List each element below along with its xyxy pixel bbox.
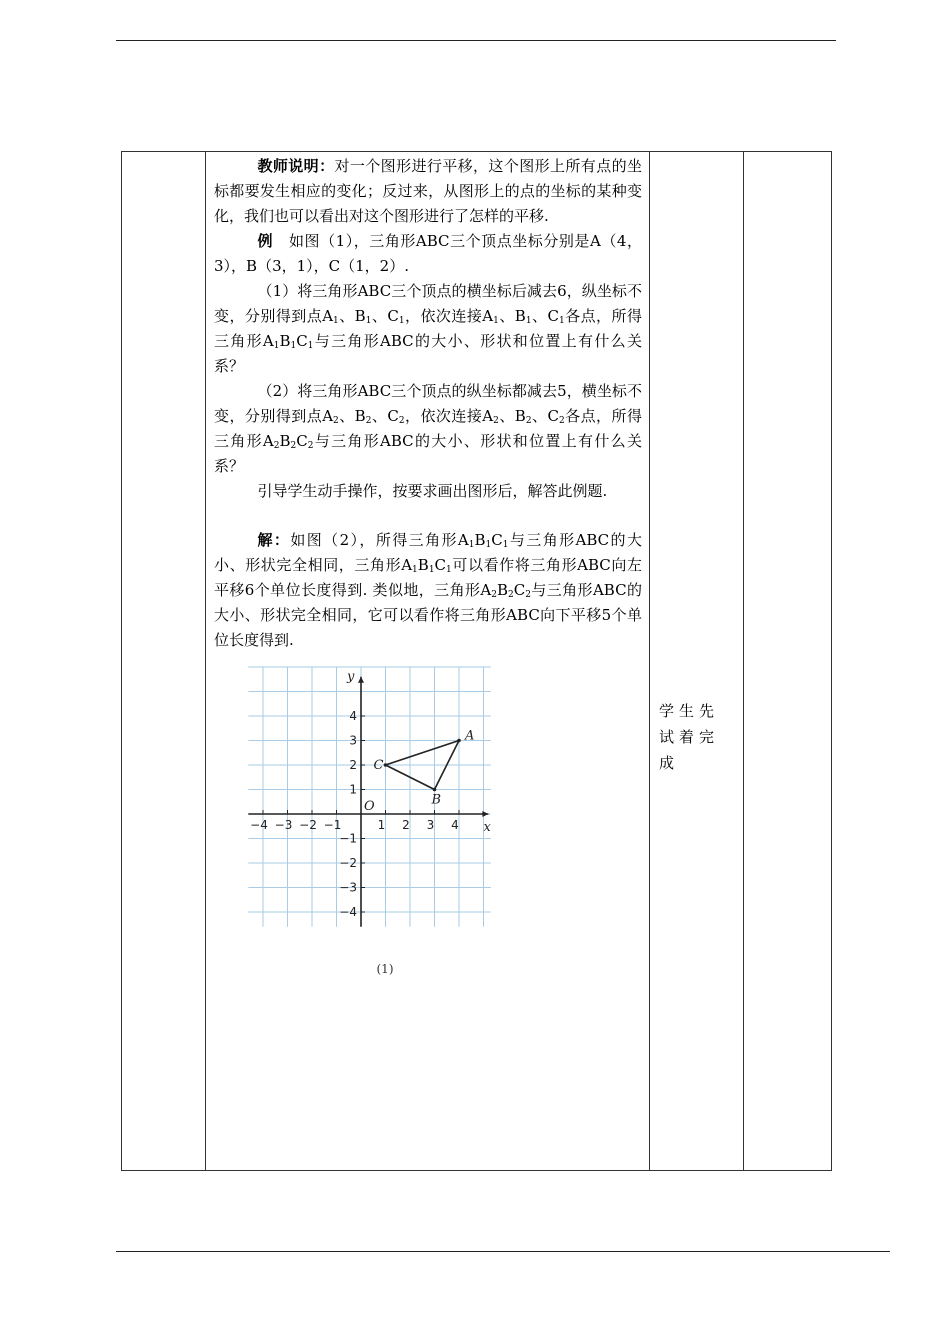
student-activity-cell (650, 152, 744, 1171)
vertex-a (457, 739, 461, 743)
x-tick-label: −2 (299, 818, 317, 832)
x-tick-label: 3 (426, 818, 435, 832)
left-blank-cell (122, 152, 206, 1171)
x-tick-label: −4 (250, 818, 268, 832)
x-tick-label: 2 (402, 818, 410, 832)
vertex-label-a: A (465, 728, 475, 744)
coordinate-figure (250, 669, 516, 982)
x-axis-label: x (483, 820, 491, 835)
vertex-b (433, 788, 437, 792)
header-rule (116, 40, 836, 41)
y-tick-label: 2 (349, 758, 357, 772)
x-tick-label: −3 (274, 818, 293, 832)
y-tick-label: −4 (339, 905, 357, 919)
y-tick-label: 4 (349, 709, 357, 723)
y-tick-label: −1 (339, 831, 357, 846)
question-2: （2）将三角形ABC三个顶点的纵坐标都减去5，横坐标不变，分别得到点$A_2$、$B_2$、$C_2$，依次连接$A_2$、$B_2$、$C_2$各点，所得三角形$A_2B_2C_2$与三角形ABC的大小、形状和位置上有什么关系？ (214, 382, 642, 475)
y-tick-label: −3 (339, 880, 357, 895)
example-text: 如图（1），三角形ABC三个顶点坐标分别是A（4，3），B（3，1），C（1，2）. (214, 232, 642, 275)
x-tick-label: −1 (323, 818, 342, 832)
lesson-table (121, 151, 832, 1171)
x-axis-arrow (482, 811, 488, 817)
teacher-note-label: 教师说明： (257, 157, 335, 175)
x-tick-label: 1 (377, 818, 386, 832)
y-tick-label: −2 (339, 856, 357, 870)
solution-label: 解： (257, 531, 291, 549)
origin-label: O (364, 799, 375, 814)
y-tick-label: 3 (349, 733, 357, 748)
footer-rule (116, 1251, 890, 1252)
question-1: （1）将三角形ABC三个顶点的横坐标后减去6，纵坐标不变，分别得到点$A_1$、$B_1$、$C_1$，依次连接$A_1$、$B_1$、$C_1$各点，所得三角形$A_1B_1C_1$与三角形ABC的大小、形状和位置上有什么关系？ (214, 282, 642, 375)
coordinate-plane (250, 669, 516, 941)
example-label: 例 (257, 232, 274, 250)
vertex-label-c: C (373, 758, 384, 773)
student-note: 学生先试着完成 (659, 702, 720, 772)
right-blank-cell (744, 152, 832, 1171)
y-axis-label: y (347, 669, 355, 685)
vertex-c (384, 763, 388, 767)
teacher-note-text: 对一个图形进行平移，这个图形上所有点的坐标都要发生相应的变化；反过来，从图形上的点的坐标的某种变化，我们也可以看出对这个图形进行了怎样的平移. (214, 157, 642, 225)
example-intro (214, 229, 642, 279)
figure-caption: (1) (376, 962, 394, 976)
x-tick-label: 4 (451, 818, 459, 832)
guide-text: 引导学生动手操作，按要求画出图形后，解答此例题. (257, 482, 608, 500)
y-axis-arrow (358, 677, 364, 683)
vertex-label-b: B (431, 792, 442, 808)
content-cell (206, 152, 650, 1171)
solution-text: 解：如图（2），所得三角形$A_1B_1C_1$与三角形ABC的大小、形状完全相同，三角形$A_1B_1C_1$可以看作将三角形ABC向左平移6个单位长度得到. 类似地，三角形$A_2B_2C_2$与三角形ABC的大小、形状完全相同，它可以看作将三角形ABC向下平移5个单位长度得到. (214, 531, 642, 649)
y-tick-label: 1 (349, 782, 357, 797)
teacher-note (214, 154, 642, 229)
